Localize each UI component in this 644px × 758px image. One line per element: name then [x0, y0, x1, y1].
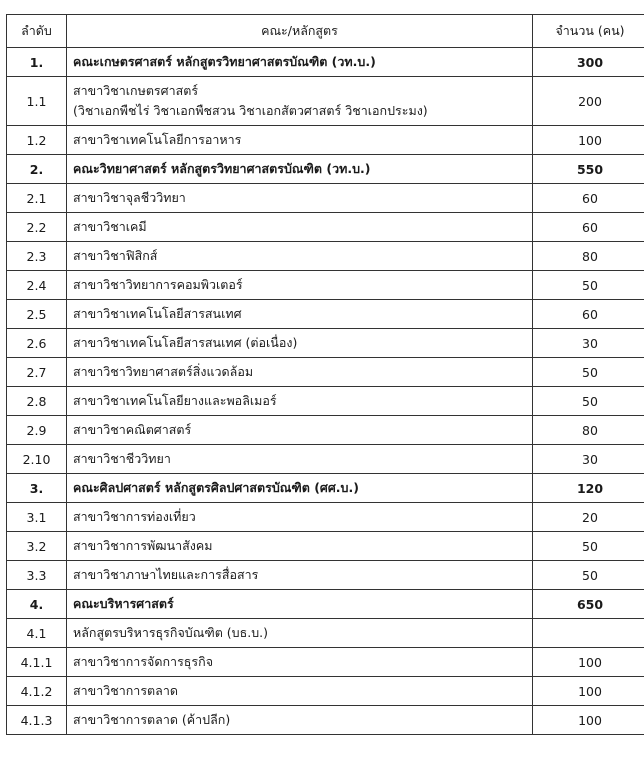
program-name-cell: [67, 474, 533, 503]
table-row: [7, 706, 644, 735]
row-number: 3.2: [7, 532, 67, 561]
student-count: 30: [533, 329, 644, 358]
student-count: 20: [533, 503, 644, 532]
program-name: คณะบริหารศาสตร์: [73, 596, 174, 611]
table-row: [7, 242, 644, 271]
row-number: 3.1: [7, 503, 67, 532]
student-count: 50: [533, 532, 644, 561]
program-name-cell: [67, 445, 533, 474]
table-row: [7, 503, 644, 532]
faculty-row: [7, 155, 644, 184]
program-name: คณะวิทยาศาสตร์ หลักสูตรวิทยาศาสตรบัณฑิต (วท.บ.): [73, 161, 371, 176]
table-row: [7, 561, 644, 590]
program-name-cell: [67, 48, 533, 77]
table-row: [7, 387, 644, 416]
program-name-cell: [67, 358, 533, 387]
program-name-cell: [67, 213, 533, 242]
row-number: 3.: [7, 474, 67, 503]
program-name-cell: [67, 561, 533, 590]
table-row: [7, 126, 644, 155]
program-name: สาขาวิชาวิทยาศาสตร์สิ่งแวดล้อม: [73, 364, 254, 379]
program-name-cell: [67, 300, 533, 329]
row-number: 4.1.3: [7, 706, 67, 735]
table-row: [7, 184, 644, 213]
program-name-cell: [67, 648, 533, 677]
program-name: สาขาวิชาการพัฒนาสังคม: [73, 538, 213, 553]
program-name-cell: [67, 184, 533, 213]
row-number: 2.: [7, 155, 67, 184]
row-number: 2.9: [7, 416, 67, 445]
program-name-cell: [67, 242, 533, 271]
program-name-cell: [67, 77, 533, 126]
faculty-row: [7, 590, 644, 619]
table-row: [7, 648, 644, 677]
program-name-cell: [67, 416, 533, 445]
row-number: 2.2: [7, 213, 67, 242]
program-name: สาขาวิชาการตลาด: [73, 683, 178, 698]
header-no: ลำดับ: [7, 15, 67, 48]
program-name: สาขาวิชาเคมี: [73, 219, 147, 234]
row-number: 3.3: [7, 561, 67, 590]
faculty-row: [7, 48, 644, 77]
student-count: 60: [533, 213, 644, 242]
program-name-cell: [67, 271, 533, 300]
student-count: 100: [533, 648, 644, 677]
program-name: คณะเกษตรศาสตร์ หลักสูตรวิทยาศาสตรบัณฑิต (วท.บ.): [73, 54, 376, 69]
student-count: 60: [533, 184, 644, 213]
student-count: 30: [533, 445, 644, 474]
program-name-cell: [67, 155, 533, 184]
program-name-cell: [67, 387, 533, 416]
row-number: 2.3: [7, 242, 67, 271]
row-number: 4.1: [7, 619, 67, 648]
student-count: 50: [533, 271, 644, 300]
program-name: คณะศิลปศาสตร์ หลักสูตรศิลปศาสตรบัณฑิต (ศศ.บ.): [73, 480, 359, 495]
header-count: จำนวน (คน): [533, 15, 644, 48]
student-count: 50: [533, 358, 644, 387]
table-row: [7, 416, 644, 445]
program-majors: (วิชาเอกพืชไร่ วิชาเอกพืชสวน วิชาเอกสัตวศาสตร์ วิชาเอกประมง): [73, 103, 428, 118]
header-program: คณะ/หลักสูตร: [67, 15, 533, 48]
student-count: 80: [533, 416, 644, 445]
row-number: 2.1: [7, 184, 67, 213]
program-name: สาขาวิชาคณิตศาสตร์: [73, 422, 192, 437]
program-name: สาขาวิชาการท่องเที่ยว: [73, 509, 196, 524]
student-count: [533, 619, 644, 648]
table-row: [7, 677, 644, 706]
table-row: [7, 445, 644, 474]
student-count: 80: [533, 242, 644, 271]
table-row: [7, 77, 644, 126]
program-name-cell: [67, 329, 533, 358]
program-name: สาขาวิชาเทคโนโลยีสารสนเทศ (ต่อเนื่อง): [73, 335, 298, 350]
program-name-cell: [67, 503, 533, 532]
row-number: 4.1.1: [7, 648, 67, 677]
program-name: สาขาวิชาภาษาไทยและการสื่อสาร: [73, 567, 259, 582]
student-count: 120: [533, 474, 644, 503]
row-number: 2.6: [7, 329, 67, 358]
table-row: [7, 619, 644, 648]
program-name-cell: [67, 677, 533, 706]
row-number: 2.10: [7, 445, 67, 474]
table-row: [7, 329, 644, 358]
student-count: 300: [533, 48, 644, 77]
table-row: [7, 300, 644, 329]
table-row: [7, 358, 644, 387]
program-name: สาขาวิชาเกษตรศาสตร์: [73, 83, 199, 98]
table-row: [7, 271, 644, 300]
student-count: 100: [533, 706, 644, 735]
program-name: สาขาวิชาเทคโนโลยีการอาหาร: [73, 132, 242, 147]
student-count: 100: [533, 126, 644, 155]
program-name: สาขาวิชาการจัดการธุรกิจ: [73, 654, 214, 669]
row-number: 1.: [7, 48, 67, 77]
row-number: 2.4: [7, 271, 67, 300]
student-count: 60: [533, 300, 644, 329]
student-count: 650: [533, 590, 644, 619]
table-row: [7, 213, 644, 242]
row-number: 2.5: [7, 300, 67, 329]
program-name: สาขาวิชาเทคโนโลยีสารสนเทศ: [73, 306, 242, 321]
admission-quota-table: [6, 14, 644, 735]
program-name-cell: [67, 126, 533, 155]
table-header-row: [7, 15, 644, 48]
program-name-cell: [67, 619, 533, 648]
student-count: 50: [533, 387, 644, 416]
faculty-row: [7, 474, 644, 503]
program-name-cell: [67, 706, 533, 735]
program-name: สาขาวิชาวิทยาการคอมพิวเตอร์: [73, 277, 243, 292]
program-name: สาขาวิชาชีววิทยา: [73, 451, 171, 466]
row-number: 1.1: [7, 77, 67, 126]
program-name: หลักสูตรบริหารธุรกิจบัณฑิต (บธ.บ.): [73, 625, 268, 640]
row-number: 1.2: [7, 126, 67, 155]
row-number: 4.: [7, 590, 67, 619]
table-row: [7, 532, 644, 561]
program-name: สาขาวิชาจุลชีววิทยา: [73, 190, 186, 205]
program-name-cell: [67, 590, 533, 619]
student-count: 550: [533, 155, 644, 184]
program-name: สาขาวิชาการตลาด (ค้าปลีก): [73, 712, 231, 727]
row-number: 2.8: [7, 387, 67, 416]
student-count: 50: [533, 561, 644, 590]
student-count: 100: [533, 677, 644, 706]
row-number: 2.7: [7, 358, 67, 387]
student-count: 200: [533, 77, 644, 126]
program-name: สาขาวิชาฟิสิกส์: [73, 248, 158, 263]
row-number: 4.1.2: [7, 677, 67, 706]
program-name: สาขาวิชาเทคโนโลยียางและพอลิเมอร์: [73, 393, 277, 408]
program-name-cell: [67, 532, 533, 561]
